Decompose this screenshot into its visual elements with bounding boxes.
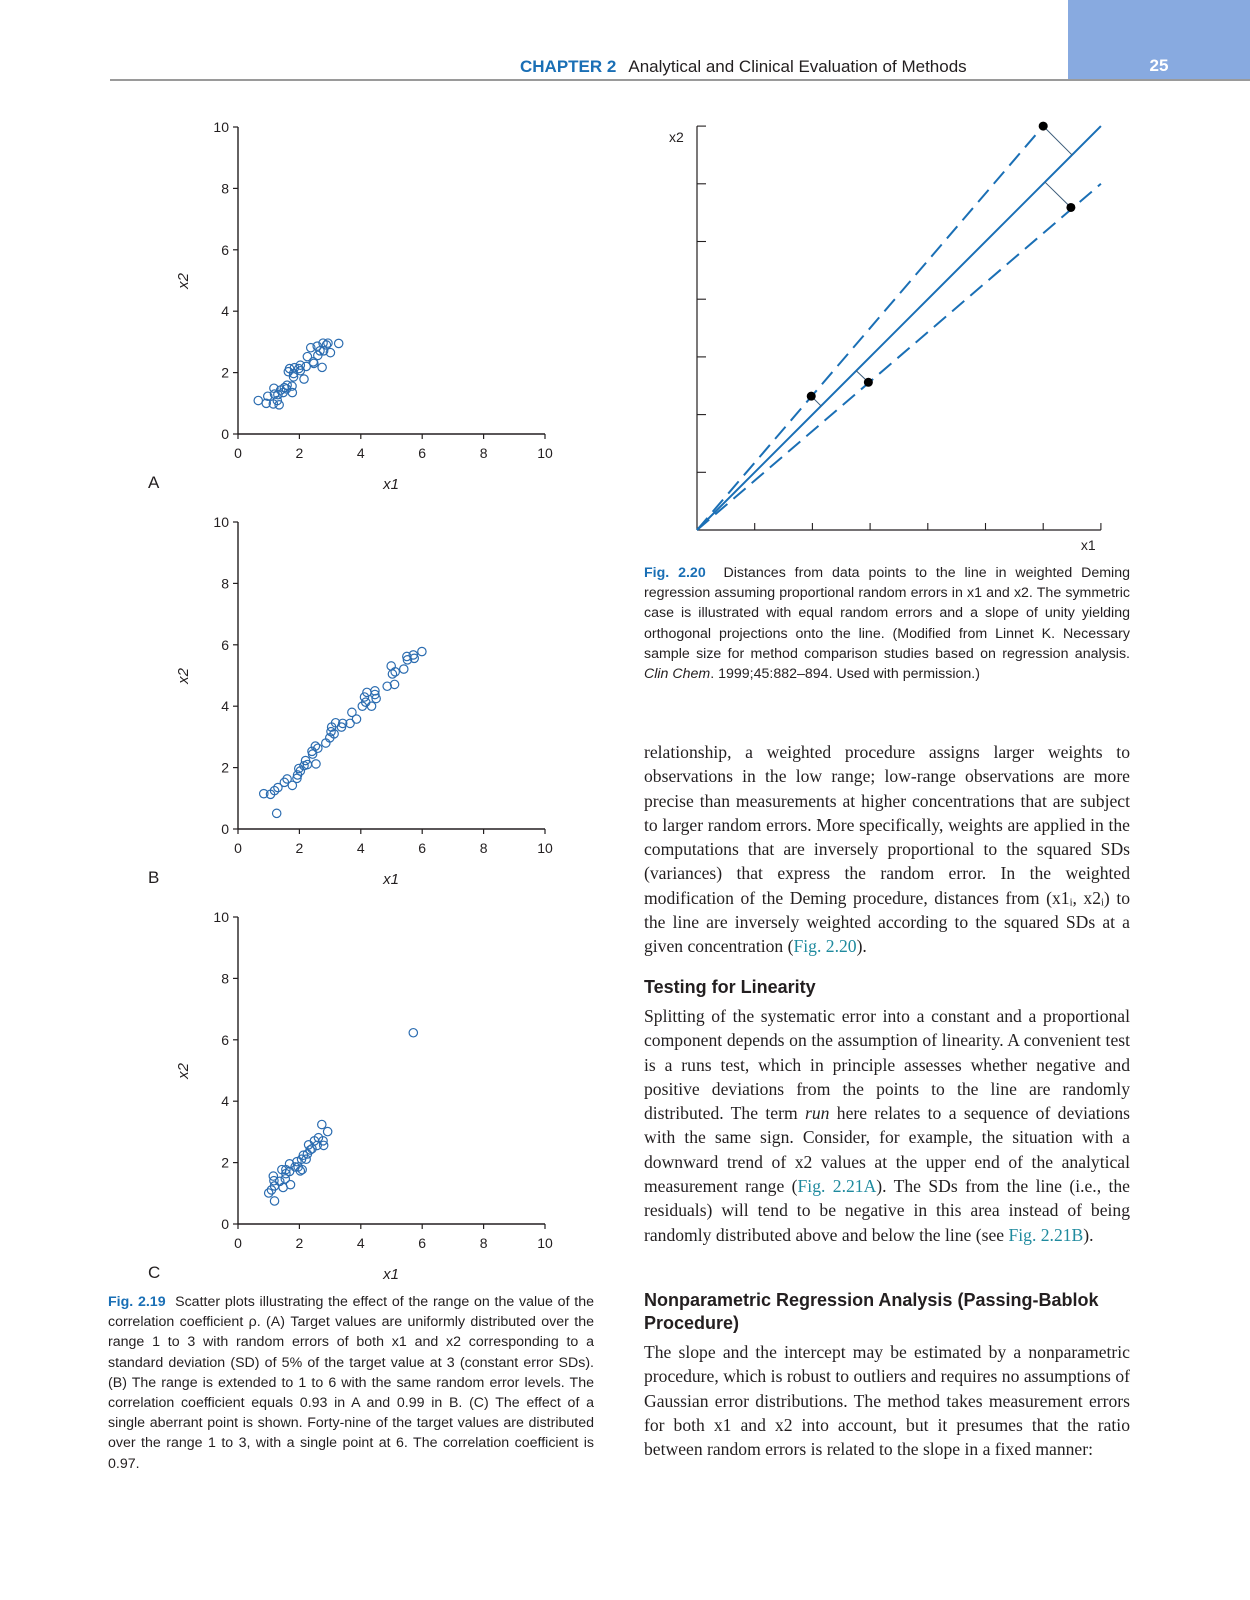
- x-tick-label: 10: [537, 445, 553, 461]
- x-tick-label: 6: [418, 840, 427, 856]
- data-point: [864, 378, 873, 387]
- error-bound-line: [697, 126, 1043, 530]
- fig-2-20-journal: Clin Chem: [644, 666, 711, 683]
- scatter-point: [286, 1181, 294, 1189]
- page-number: 25: [1149, 56, 1169, 75]
- x-tick-label: 0: [234, 840, 242, 856]
- x-tick-label: 0: [234, 1235, 242, 1251]
- axes: [148, 514, 553, 888]
- fig-2-20-label: Fig. 2.20: [644, 565, 706, 581]
- regression-line: [697, 126, 1101, 530]
- scatter-point: [270, 1197, 278, 1205]
- fig-2-20-caption-text-2: . 1999;45:882–894. Used with permission.): [710, 666, 980, 683]
- x-axis-label: x1: [1080, 537, 1096, 553]
- data-points: [260, 647, 427, 817]
- paragraph-passing-bablok: [644, 1340, 1130, 1461]
- y-tick-label: 10: [213, 514, 229, 530]
- x-tick-label: 4: [356, 1235, 365, 1251]
- y-tick-label: 6: [221, 241, 229, 258]
- chapter-title: Analytical and Clinical Evaluation of Methods: [628, 57, 967, 76]
- link-fig-2-21a[interactable]: Fig. 2.21A: [797, 1176, 877, 1197]
- axes: [148, 909, 553, 1283]
- scatter-point: [367, 702, 375, 710]
- x-axis-label: x1: [383, 1266, 399, 1283]
- y-tick-label: 4: [221, 698, 229, 715]
- scatter-plot-c: [0, 900, 600, 1290]
- x-axis-label: x1: [383, 871, 399, 888]
- scatter-point: [391, 668, 399, 676]
- scatter-plot-b: [0, 505, 600, 895]
- x-tick-label: 6: [418, 1235, 427, 1251]
- scatter-point: [318, 1120, 326, 1128]
- heading-testing-linearity: Testing for Linearity: [644, 977, 816, 997]
- y-axis-label: x2: [669, 129, 684, 146]
- heading-nonparametric-regression: Nonparametric Regression Analysis (Passing-Bablok Procedure): [644, 1290, 1099, 1333]
- scatter-point: [409, 1029, 417, 1037]
- x-tick-label: 8: [479, 840, 488, 856]
- x-tick-label: 4: [356, 445, 365, 461]
- paragraph-linearity: [644, 1004, 1130, 1247]
- chapter-label: CHAPTER 2: [520, 57, 617, 76]
- fig-2-20-caption-text-1: Distances from data points to the line in weighted Deming regression assuming proportional random errors in x1 and x2. The symmetric case is illustrated with equal random errors and a slope of unity yielding orthogonal projections onto the line. (Modified from Linnet K. Necessary sample size for method comparison studies based on regression analysis.: [644, 565, 1130, 662]
- data-point: [1039, 122, 1048, 131]
- scatter-point: [388, 670, 396, 678]
- y-tick-label: 8: [221, 180, 229, 197]
- scatter-point: [352, 715, 360, 723]
- fig-2-19-caption: [108, 1292, 594, 1474]
- y-tick-label: 0: [221, 821, 229, 837]
- x-tick-label: 2: [295, 445, 304, 461]
- data-point: [1066, 203, 1075, 212]
- y-tick-label: 2: [221, 364, 229, 381]
- y-axis-label: x2: [175, 668, 192, 684]
- fig-2-20-caption: [644, 563, 1130, 684]
- y-tick-label: 8: [221, 575, 229, 592]
- x-tick-label: 8: [479, 1235, 488, 1251]
- error-bound-line: [697, 184, 1101, 530]
- para2-text-d: ).: [1083, 1224, 1094, 1245]
- para2-text-a: Splitting of the systematic error into a constant and a proportional component depends on the assumption of linearity. A convenient test is a runs test, which in principle assesses whether negative and positive deviations from the points to the line are randomly distributed. The term: [644, 1006, 1130, 1124]
- para2-italic-run: run: [804, 1103, 830, 1124]
- panel-label: A: [148, 473, 160, 492]
- scatter-point: [312, 760, 320, 768]
- projection-line: [1045, 182, 1071, 207]
- y-tick-label: 2: [221, 1154, 229, 1171]
- y-tick-label: 6: [221, 1031, 229, 1048]
- x-tick-label: 10: [537, 840, 553, 856]
- y-tick-label: 10: [213, 119, 229, 135]
- x-tick-label: 2: [295, 840, 304, 856]
- y-tick-label: 2: [221, 759, 229, 776]
- para1-text: relationship, a weighted procedure assigns larger weights to observations in the low range; low-range observations are more precise than measurements at higher concentrations that are subject to larger random errors. More specifically, weights are applied in the computations that are inversely proportional to the squared SDs (variances) that express the random error. In the weighted modification of the Deming procedure, distances from (x1ᵢ, x2ᵢ) to the line are inversely weighted according to the squared SDs at a given concentration (: [644, 742, 1130, 957]
- x-tick-label: 0: [234, 445, 242, 461]
- y-tick-label: 4: [221, 303, 229, 320]
- x-axis-label: x1: [383, 476, 399, 493]
- para3-text: The slope and the intercept may be estimated by a nonparametric procedure, which is robust to outliers and requires no assumptions of Gaussian error distributions. The method takes measurement errors for both x1 and x2 into account, but it presumes that the ratio between random errors is related to the slope in a fixed manner:: [644, 1342, 1130, 1460]
- x-tick-label: 10: [537, 1235, 553, 1251]
- data-point: [807, 392, 816, 401]
- fig-2-19-caption-text: Scatter plots illustrating the effect of the range on the value of the correlation coefficient ρ. (A) Target values are uniformly distributed over the range 1 to 3 with random errors of both x1 and x2 corresponding to a standard deviation (SD) of 5% of the target value at 3 (constant error SDs). (B) The range is extended to 1 to 6 with the same random error levels. The correlation coefficient equals 0.93 in A and 0.99 in B. (C) The effect of a single aberrant point is shown. Forty-nine of the target values are distributed over the range 1 to 3, with a single point at 6. The correlation coefficient is 0.97.: [108, 1294, 594, 1472]
- y-axis-label: x2: [175, 1063, 192, 1079]
- para2-text-c: ). The SDs from the line (i.e., the residuals) will tend to be negative in this area instead of being randomly distributed above and below the line (see: [644, 1176, 1130, 1245]
- fig-2-19-label: Fig. 2.19: [108, 1294, 166, 1310]
- link-fig-2-21b[interactable]: Fig. 2.21B: [1008, 1224, 1084, 1245]
- para2-text-b: here relates to a sequence of deviations with the same sign. Consider, for example, the situation with a downward trend of x2 values at the upper end of the analytical measurement range (: [644, 1103, 1130, 1197]
- regression-lines: [697, 126, 1101, 530]
- x-tick-label: 8: [479, 445, 488, 461]
- x-tick-label: 4: [356, 840, 365, 856]
- y-axis-label: x2: [175, 273, 192, 289]
- y-tick-label: 0: [221, 426, 229, 442]
- paragraph-weighted-deming: [644, 740, 1130, 959]
- y-tick-label: 4: [221, 1093, 229, 1110]
- deming-regression-diagram: [0, 0, 1250, 560]
- y-tick-label: 10: [213, 909, 229, 925]
- scatter-point: [323, 1127, 331, 1135]
- para1-end: ).: [856, 936, 867, 957]
- link-fig-2-20[interactable]: Fig. 2.20: [793, 936, 857, 957]
- data-points: [265, 1029, 418, 1206]
- data-points: [807, 122, 1076, 406]
- x-tick-label: 2: [295, 1235, 304, 1251]
- panel-label: C: [148, 1263, 161, 1282]
- x-tick-label: 6: [418, 445, 427, 461]
- scatter-point: [387, 662, 395, 670]
- y-tick-label: 8: [221, 970, 229, 987]
- y-tick-label: 6: [221, 636, 229, 653]
- panel-label: B: [148, 868, 160, 887]
- scatter-point: [400, 665, 408, 673]
- y-tick-label: 0: [221, 1216, 229, 1232]
- scatter-point: [418, 647, 426, 655]
- projection-line: [1043, 126, 1072, 155]
- scatter-point: [272, 809, 280, 817]
